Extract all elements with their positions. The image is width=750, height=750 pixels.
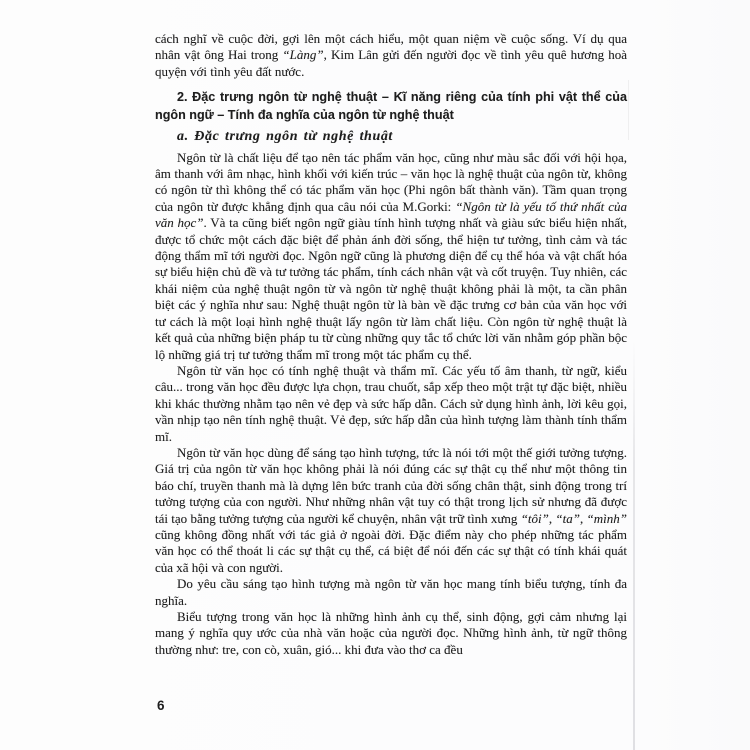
page-text-block	[155, 31, 627, 658]
text-run: “tôi”	[520, 510, 549, 526]
page-number: 6	[157, 698, 165, 713]
text-run: . Và ta cũng biết ngôn ngữ giàu tính hình tượng nhất và giàu sức biểu hiện nhất, được tổ chức một cách đặc biệt để phản ánh đời sống, thể hiện tư tưởng, tình cảm và tác động thẩm mĩ tới người đọc. Ngôn ngữ cũng là phương diện để cụ thể hóa và vật chất hóa sự biểu hiện chủ đề và tư tưởng tác phẩm, tính cách nhân vật và cốt truyện. Tuy nhiên, các khái niệm của nghệ thuật ngôn từ và ngôn từ nghệ thuật không phải là một, ta cần phân biệt các ý nghĩa như sau: Nghệ thuật ngôn từ là bàn về đặc trưng cơ bản của văn học với tư cách là một loại hình nghệ thuật lấy ngôn từ làm chất liệu. Còn ngôn từ nghệ thuật là kết quả của những biện pháp tu từ cùng những quy tắc tổ chức lời văn nhằm góp phần bộc lộ những giá trị tư tưởng thẩm mĩ trong một tác phẩm cụ thể.	[155, 215, 627, 362]
text-run: 2. Đặc trưng ngôn từ nghệ thuật – Kĩ năng riêng của tính phi vật thể của ngôn ngữ – Tính đa nghĩa của ngôn từ nghệ thuật	[155, 90, 627, 122]
text-run: Ngôn từ văn học có tính nghệ thuật và thẩm mĩ. Các yếu tố âm thanh, từ ngữ, kiểu câu... trong văn học đều được lựa chọn, trau chuốt, sắp xếp theo một trật tự đặc biệt, nhiều khi khác thường nhằm tạo nên vẻ đẹp và sức hấp dẫn. Cách sử dụng hình ảnh, lời kêu gọi, vần nhịp tạo nên tính nghệ thuật. Vẻ đẹp, sức hấp dẫn của hình tượng làm thành tính thẩm mĩ.	[155, 362, 627, 444]
paragraph-continuation	[155, 31, 627, 80]
text-run: “ta”	[555, 510, 580, 526]
text-run: “Làng”	[282, 47, 324, 63]
page-edge-shadow-top	[628, 80, 629, 140]
paragraph-bieu-tuong-trong-van-hoc	[155, 609, 627, 658]
text-run: ,	[580, 510, 587, 526]
text-run: a. Đặc trưng ngôn từ nghệ thuật	[177, 129, 393, 145]
text-run: Ngôn từ là chất liệu để tạo nên tác phẩm văn học, cũng như màu sắc đối với hội họa, âm thanh với âm nhạc, hình khối với kiến trúc – văn học là nghệ thuật của ngôn từ, không có ngôn từ thì không thể có tác phẩm văn học (Phi ngôn bất thành văn). Tầm quan trọng của ngôn từ được khẳng định qua câu nói của M.Gorki:	[155, 149, 627, 214]
paragraph-tinh-bieu-tuong	[155, 576, 627, 609]
text-run: ,	[548, 510, 556, 526]
page-edge-shadow	[633, 340, 635, 750]
paragraph-ngon-tu-chat-lieu	[155, 150, 627, 363]
text-run: Do yêu cầu sáng tạo hình tượng mà ngôn từ văn học mang tính biểu tượng, tính đa nghĩa.	[155, 576, 627, 608]
text-run: Ngôn từ văn học dùng để sáng tạo hình tượng, tức là nói tới một thế giới tưởng tượng. Giá trị của ngôn từ văn học không phải là nói đúng các sự thật cụ thể như một thông tin báo chí, truyền thanh mà là dựng lên bức tranh của đời sống chân thật, sinh động trong trí tưởng tượng của con người. Như những nhân vật tuy có thật trong lịch sử nhưng đã được tái tạo bằng tưởng tượng của người kể chuyện, nhân vật trữ tình xưng	[155, 444, 627, 526]
text-run: cách nghĩ về cuộc đời, gợi lên một cách hiểu, một quan niệm về cuộc sống. Ví dụ qua nhân vật ông Hai trong	[155, 31, 627, 63]
text-run: “Ngôn từ là yếu tố thứ nhất của văn học”	[155, 198, 627, 231]
text-run: “mình”	[586, 510, 627, 526]
section-heading	[155, 89, 627, 124]
subsection-heading	[155, 129, 627, 145]
text-run: , Kim Lân gửi đến người đọc về tình yêu quê hương hoà quyện với tình yêu đất nước.	[155, 47, 627, 79]
text-run: Biểu tượng trong văn học là những hình ảnh cụ thể, sinh động, gợi cảm nhưng lại mang ý nghĩa quy ước của nhà văn hoặc của người đọc. Những hình ảnh, từ ngữ thông thường như: tre, con cò, xuân, gió... khi đưa vào thơ ca đều	[155, 609, 627, 657]
text-run: cũng không đồng nhất với tác giả ở ngoài đời. Đặc điểm này cho phép những tác phẩm văn học có thể thoát li các sự thật cụ thể, cá biệt để nói đến các sự thật có tính khái quát của xã hội và con người.	[155, 526, 627, 575]
paragraph-sang-tao-hinh-tuong	[155, 445, 627, 576]
paragraph-tinh-nghe-thuat-tham-mi	[155, 363, 627, 445]
